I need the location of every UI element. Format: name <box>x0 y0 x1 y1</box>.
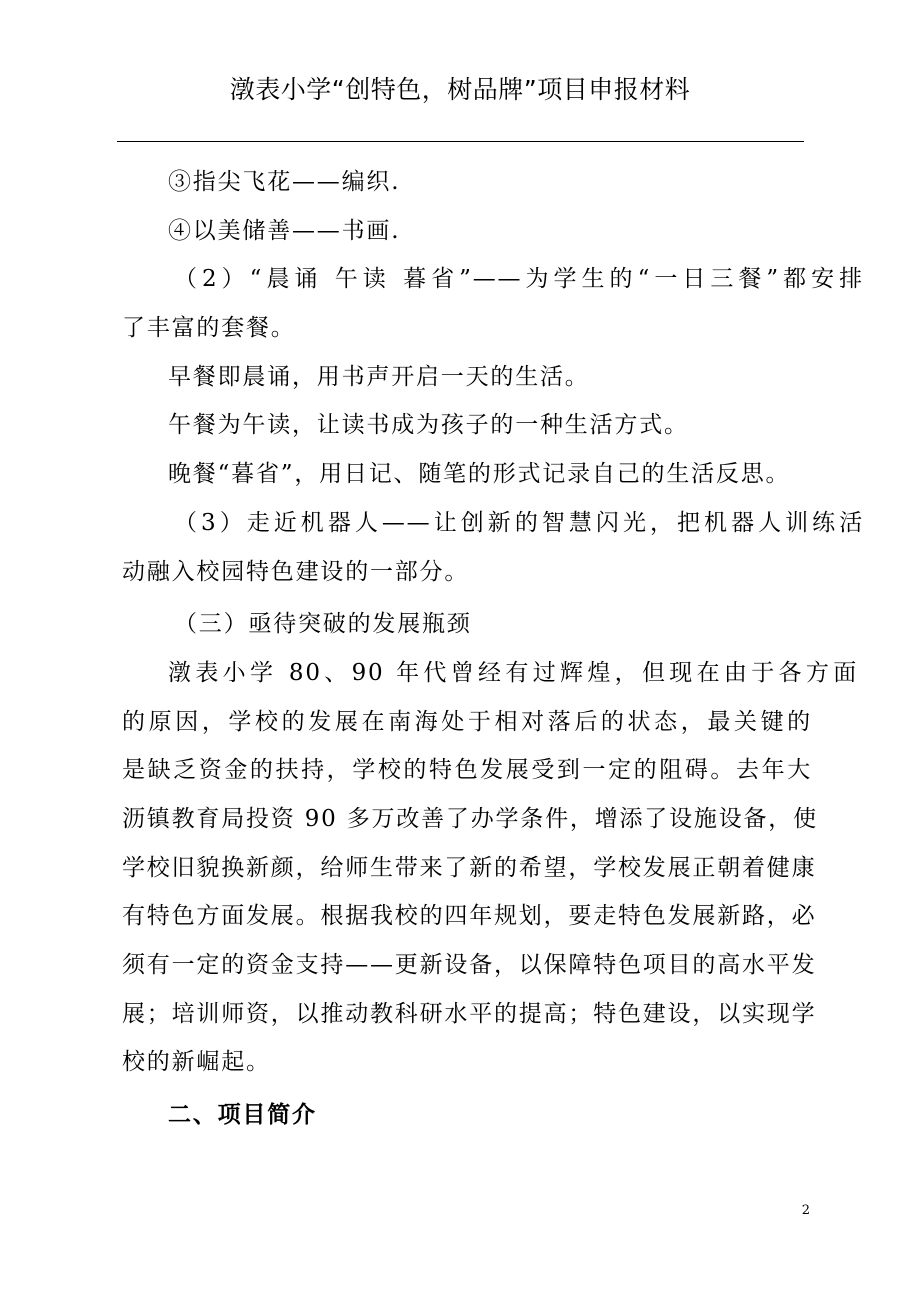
paragraph-line: 须有一定的资金支持——更新设备，以保障特色项目的高水平发 <box>122 952 817 978</box>
paragraph-line: 展；培训师资，以推动教科研水平的提高；特色建设，以实现学 <box>122 1000 817 1027</box>
paragraph-line: 学校旧貌换新颜，给师生带来了新的希望，学校发展正朝着健康 <box>122 854 817 881</box>
document-body <box>122 158 864 1140</box>
breakfast-line: 早餐即晨诵，用书声开启一天的生活。 <box>168 363 590 390</box>
section-heading-project-intro: 二、项目简介 <box>168 1102 317 1129</box>
section-2-line-1: （2）“晨诵 午读 暮省”——为学生的“一日三餐”都安排 <box>174 266 864 293</box>
header-divider <box>117 141 804 142</box>
page-header-title: 潡表小学“创特色，树品牌”项目申报材料 <box>229 75 691 104</box>
section-3-line-2: 动融入校园特色建设的一部分。 <box>122 558 470 585</box>
paragraph-line: 的原因，学校的发展在南海处于相对落后的状态，最关键的 <box>122 708 812 735</box>
list-item-3: ③指尖飞花——编织. <box>168 169 401 195</box>
page-number: 2 <box>801 1203 810 1218</box>
paragraph-line: 有特色方面发展。根据我校的四年规划，要走特色发展新路，必 <box>122 903 817 930</box>
lunch-line: 午餐为午读，让读书成为孩子的一种生活方式。 <box>168 412 689 439</box>
section-2-line-2: 了丰富的套餐。 <box>122 315 296 342</box>
dinner-line: 晚餐“暮省”，用日记、随笔的形式记录自己的生活反思。 <box>168 461 791 488</box>
subheading-challenges: （三）亟待突破的发展瓶颈 <box>174 611 472 638</box>
section-3-line-1: （3）走近机器人——让创新的智慧闪光，把机器人训练活 <box>174 509 864 536</box>
paragraph-line: 是缺乏资金的扶持，学校的特色发展受到一定的阻碍。去年大 <box>122 757 812 784</box>
list-item-4: ④以美储善——书画. <box>168 217 401 244</box>
paragraph-line: 潡表小学 80、90 年代曾经有过辉煌，但现在由于各方面 <box>168 659 858 686</box>
paragraph-line: 校的新崛起。 <box>122 1049 271 1076</box>
paragraph-line: 沥镇教育局投资 90 多万改善了办学条件，增添了设施设备，使 <box>122 805 818 832</box>
